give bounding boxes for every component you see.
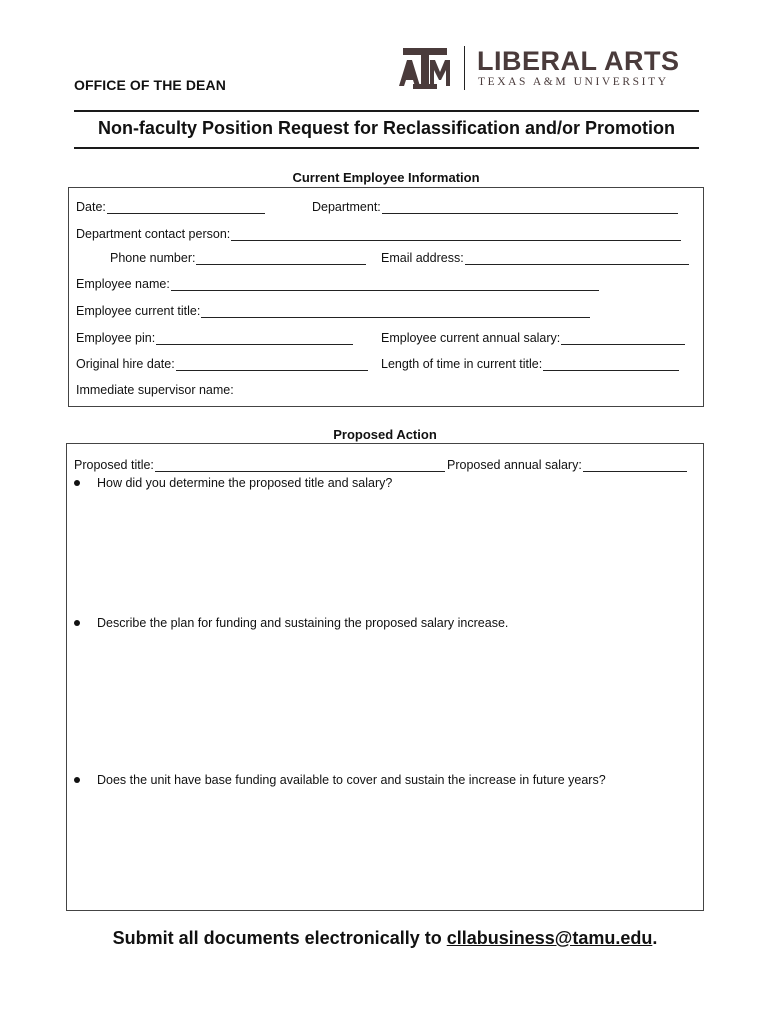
- form-title: Non-faculty Position Request for Reclassification and/or Promotion: [97, 118, 676, 138]
- question-funding-plan: Describe the plan for funding and sustaining the proposed salary increase.: [74, 616, 508, 630]
- time-in-title-label: Length of time in current title:: [381, 357, 543, 371]
- current-employee-box: [68, 187, 704, 407]
- department-field[interactable]: [312, 200, 678, 214]
- time-in-title-field[interactable]: [381, 357, 679, 371]
- date-field[interactable]: [76, 200, 265, 214]
- contact-person-label: Department contact person:: [76, 227, 231, 241]
- proposed-title-field[interactable]: [74, 458, 445, 472]
- employee-name-label: Employee name:: [76, 277, 170, 291]
- question-title-salary: How did you determine the proposed title and salary?: [74, 476, 392, 490]
- proposed-salary-label: Proposed annual salary:: [447, 458, 582, 472]
- department-label: Department:: [312, 200, 381, 214]
- current-title-field[interactable]: [76, 304, 590, 318]
- question-base-funding: Does the unit have base funding available to cover and sustain the increase in future years?: [74, 773, 606, 787]
- proposed-salary-field[interactable]: [447, 458, 687, 472]
- current-salary-label: Employee current annual salary:: [381, 331, 561, 345]
- contact-person-field[interactable]: [76, 227, 681, 241]
- tamu-logo-icon: [399, 46, 451, 92]
- hire-date-label: Original hire date:: [76, 357, 175, 371]
- employee-pin-label: Employee pin:: [76, 331, 156, 345]
- logo-subtitle: TEXAS A&M UNIVERSITY: [478, 76, 669, 88]
- hire-date-field[interactable]: [76, 357, 368, 371]
- current-title-label: Employee current title:: [76, 304, 201, 318]
- answer-title-salary-area[interactable]: [94, 496, 694, 606]
- current-employee-section-title: Current Employee Information: [292, 170, 480, 185]
- employee-name-field[interactable]: [76, 277, 599, 291]
- supervisor-field[interactable]: [76, 383, 234, 397]
- submit-email-link[interactable]: cllabusiness@tamu.edu: [446, 928, 653, 948]
- email-field[interactable]: [381, 251, 689, 265]
- title-top-rule: [74, 110, 699, 112]
- answer-base-funding-area[interactable]: [94, 793, 694, 903]
- submit-instructions: Submit all documents electronically to cllabusiness@tamu.edu.: [112, 928, 658, 948]
- phone-field[interactable]: [110, 251, 366, 265]
- proposed-title-label: Proposed title:: [74, 458, 154, 472]
- office-heading: OFFICE OF THE DEAN: [74, 77, 226, 93]
- proposed-action-section-title: Proposed Action: [333, 427, 437, 442]
- date-label: Date:: [76, 200, 106, 214]
- logo-divider: [464, 46, 465, 90]
- employee-pin-field[interactable]: [76, 331, 353, 345]
- phone-label: Phone number:: [110, 251, 196, 265]
- current-salary-field[interactable]: [381, 331, 685, 345]
- bullet-icon: [74, 620, 80, 626]
- logo-title: LIBERAL ARTS: [477, 46, 680, 76]
- title-bottom-rule: [74, 147, 699, 149]
- bullet-icon: [74, 777, 80, 783]
- supervisor-label: Immediate supervisor name:: [76, 383, 234, 397]
- email-label: Email address:: [381, 251, 464, 265]
- answer-funding-plan-area[interactable]: [94, 636, 694, 766]
- bullet-icon: [74, 480, 80, 486]
